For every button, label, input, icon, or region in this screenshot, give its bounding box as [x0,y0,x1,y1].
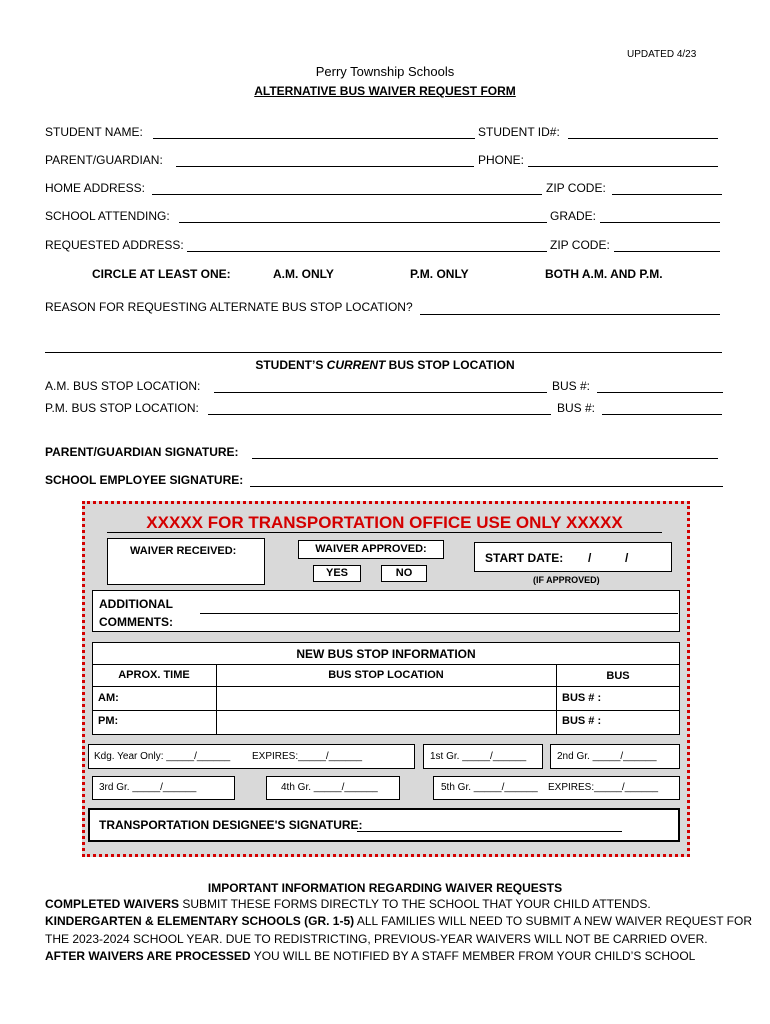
designee-signature-field[interactable] [357,831,622,832]
student-name-label: STUDENT NAME: [45,125,143,139]
am-bus-label: BUS #: [552,379,591,393]
updated-date: UPDATED 4/23 [627,49,697,60]
info-line-1: COMPLETED WAIVERS SUBMIT THESE FORMS DIRECTLY TO THE SCHOOL THAT YOUR CHILD ATTENDS. [45,897,651,911]
am-stop-label: A.M. BUS STOP LOCATION: [45,379,201,393]
home-address-field[interactable] [152,194,542,195]
col-bus-header: BUS [606,670,630,682]
pm-row-label: PM: [98,715,119,727]
info-heading: IMPORTANT INFORMATION REGARDING WAIVER REQUESTS [207,881,563,895]
circle-label: CIRCLE AT LEAST ONE: [92,267,231,281]
waiver-received-label: WAIVER RECEIVED: [130,545,237,557]
school-attending-label: SCHOOL ATTENDING: [45,209,170,223]
reason-field[interactable] [420,314,720,315]
kdg-expires-label: EXPIRES:_____/______ [252,751,363,762]
date-slash-2: / [625,551,629,565]
additional-label: ADDITIONAL [99,597,173,611]
school-attending-field[interactable] [179,222,547,223]
requested-address-field[interactable] [187,251,547,252]
am-bus-field[interactable] [597,392,723,393]
additional-comments-box[interactable] [92,590,680,632]
pm-bus-number: BUS # : [562,715,602,727]
if-approved-label: (IF APPROVED) [533,575,600,585]
parent-guardian-field[interactable] [176,166,474,167]
reason-label: REASON FOR REQUESTING ALTERNATE BUS STOP LOCATION? [45,300,413,314]
requested-address-label: REQUESTED ADDRESS: [45,238,184,252]
zip-code-label: ZIP CODE: [546,181,606,195]
pm-bus-field[interactable] [602,414,722,415]
zip-code-field[interactable] [612,194,722,195]
am-bus-number: BUS # : [562,692,602,704]
gr5-expires-label: EXPIRES:_____/______ [548,782,659,793]
parent-signature-field[interactable] [252,458,718,459]
parent-signature-label: PARENT/GUARDIAN SIGNATURE: [45,445,239,459]
org-name: Perry Township Schools [315,64,455,79]
am-stop-field[interactable] [214,392,547,393]
am-row-label: AM: [98,692,119,704]
gr5-label: 5th Gr. _____/______ [441,782,538,793]
table-divider [92,710,680,711]
gr1-label: 1st Gr. _____/______ [430,751,527,762]
option-am-only[interactable]: A.M. ONLY [273,267,334,281]
new-stop-title: NEW BUS STOP INFORMATION [296,647,476,661]
student-id-field[interactable] [568,138,718,139]
info-line-2: KINDERGARTEN & ELEMENTARY SCHOOLS (GR. 1-5) ALL FAMILIES WILL NEED TO SUBMIT A NEW WAIVER REQUEST FOR [45,914,753,928]
employee-signature-label: SCHOOL EMPLOYEE SIGNATURE: [45,473,244,487]
office-title: XXXXX FOR TRANSPORTATION OFFICE USE ONLY XXXXX [107,512,662,533]
date-slash-1: / [588,551,592,565]
employee-signature-field[interactable] [250,486,723,487]
phone-field[interactable] [528,166,718,167]
gr4-label: 4th Gr. _____/______ [281,782,378,793]
col-location-header: BUS STOP LOCATION [328,669,444,681]
zip-code-label-2: ZIP CODE: [550,238,610,252]
current-stop-heading: STUDENT’S CURRENT BUS STOP LOCATION [255,358,515,372]
info-line-4: AFTER WAIVERS ARE PROCESSED YOU WILL BE NOTIFIED BY A STAFF MEMBER FROM YOUR CHILD’S SCHOOL [45,949,696,963]
table-divider [92,686,680,687]
table-divider [92,664,680,665]
kdg-label: Kdg. Year Only: _____/______ [94,751,231,762]
no-label: NO [395,567,413,579]
home-address-label: HOME ADDRESS: [45,181,146,195]
gr2-label: 2nd Gr. _____/______ [557,751,657,762]
waiver-approved-label: WAIVER APPROVED: [315,543,427,555]
grade-label: GRADE: [550,209,597,223]
yes-label: YES [325,567,348,579]
form-title: ALTERNATIVE BUS WAIVER REQUEST FORM [254,84,516,98]
col-time-header: APROX. TIME [118,669,190,681]
pm-stop-field[interactable] [208,414,551,415]
phone-label: PHONE: [478,153,525,167]
designee-signature-label: TRANSPORTATION DESIGNEE'S SIGNATURE: [99,818,363,832]
info-line-3: THE 2023-2024 SCHOOL YEAR. DUE TO REDISTRICTING, PREVIOUS-YEAR WAIVERS WILL NOT BE CARRIED OVER. [45,932,708,946]
option-both[interactable]: BOTH A.M. AND P.M. [545,267,663,281]
gr3-label: 3rd Gr. _____/______ [99,782,197,793]
parent-guardian-label: PARENT/GUARDIAN: [45,153,163,167]
pm-bus-label: BUS #: [557,401,596,415]
reason-field-line-2[interactable] [45,352,722,353]
option-pm-only[interactable]: P.M. ONLY [410,267,469,281]
pm-stop-label: P.M. BUS STOP LOCATION: [45,401,199,415]
student-id-label: STUDENT ID#: [478,125,560,139]
grade-field[interactable] [600,222,720,223]
zip-code-field-2[interactable] [614,251,720,252]
student-name-field[interactable] [153,138,475,139]
start-date-label: START DATE: [485,551,564,565]
comments-field[interactable] [200,613,678,614]
comments-label: COMMENTS: [99,615,173,629]
